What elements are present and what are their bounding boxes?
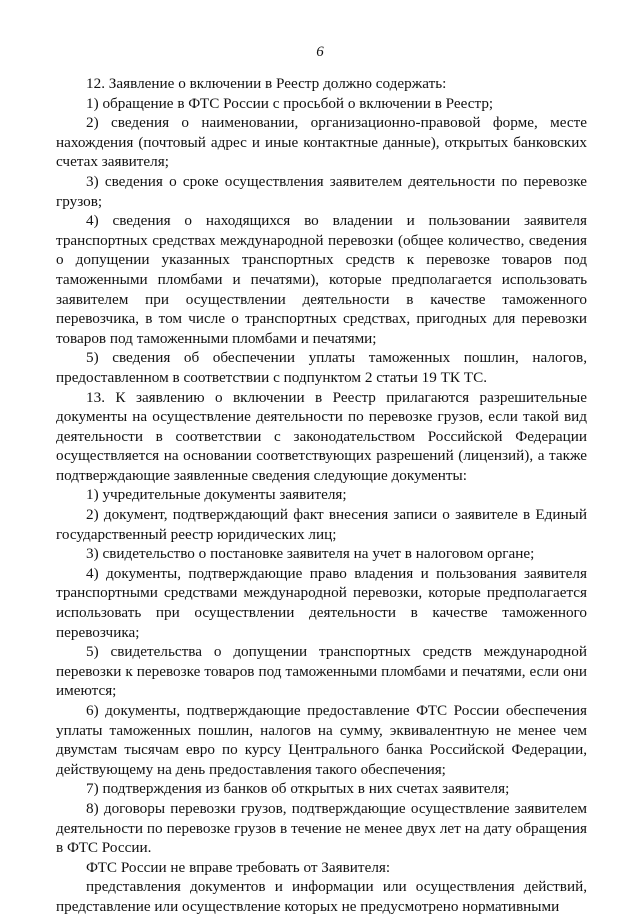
paragraph: 12. Заявление о включении в Реестр должно содержать: bbox=[86, 75, 447, 92]
paragraph: 1) обращение в ФТС России с просьбой о включении в Реестр; bbox=[86, 94, 494, 112]
document-body bbox=[56, 74, 587, 917]
paragraph: 13. К заявлению о включении в Реестр прилагаются разрешительные документы на осуществление деятельности по перевозке грузов, если такой вид деятельности в соответствии с законодательством Российской Федерации осуществляется на основании соответствующих разрешений (лицензий), а также подтверждающие заявленные сведения следующие документы: bbox=[56, 388, 587, 484]
paragraph: 7) подтверждения из банков об открытых в них счетах заявителя; bbox=[86, 780, 510, 798]
paragraph: 4) документы, подтверждающие право владения и пользования заявителя транспортными средствами международной перевозки, которые предполагается использовать при осуществлении деятельности в качестве таможенного перевозчика; bbox=[56, 564, 587, 641]
paragraph: 2) сведения о наименовании, организационно-правовой форме, месте нахождения (почтовый адрес и иные контактные данные), открытых банковских счетах заявителя; bbox=[56, 114, 587, 171]
paragraph: ФТС России не вправе требовать от Заявителя: bbox=[86, 858, 391, 876]
paragraph: 3) сведения о сроке осуществления заявителем деятельности по перевозке грузов; bbox=[56, 172, 587, 210]
page-number: 6 bbox=[316, 44, 324, 60]
paragraph: 3) свидетельство о постановке заявителя на учет в налоговом органе; bbox=[86, 545, 535, 563]
paragraph: 5) сведения об обеспечении уплаты таможенных пошлин, налогов, предоставленном в соответствии с подпунктом 2 статьи 19 ТК ТС. bbox=[56, 349, 587, 386]
paragraph: 6) документы, подтверждающие предоставление ФТС России обеспечения уплаты таможенных пошлин, налогов на сумму, эквивалентную не менее чем двумстам тысячам евро по курсу Центрального банка Российской Федерации, действующему на день предоставления такого обеспечения; bbox=[56, 702, 587, 778]
paragraph: 5) свидетельства о допущении транспортных средств международной перевозки к перевозке товаров под таможенными пломбами и печатями, если они имеются; bbox=[56, 643, 587, 700]
paragraph: 4) сведения о находящихся во владении и пользовании заявителя транспортных средствах международной перевозки (общее количество, сведения о допущении указанных транспортных средств к перевозке товаров под таможенными пломбами и печатями), которые предполагается использовать заявителем при осуществлении деятельности в качестве таможенного перевозчика, в том числе о транспортных средствах, пригодных для перевозки товаров под таможенными пломбами и печатями; bbox=[56, 212, 587, 347]
paragraph: 8) договоры перевозки грузов, подтверждающие осуществление заявителем деятельности по перевозке грузов в течение не менее двух лет на дату обращения в ФТС России. bbox=[56, 799, 587, 857]
paragraph: 2) документ, подтверждающий факт внесения записи о заявителе в Единый государственный реестр юридических лиц; bbox=[56, 506, 587, 543]
paragraph: представления документов и информации или осуществления действий, представление или осуществление которых не предусмотрено нормативными bbox=[56, 878, 587, 915]
paragraph: 1) учредительные документы заявителя; bbox=[86, 486, 347, 504]
